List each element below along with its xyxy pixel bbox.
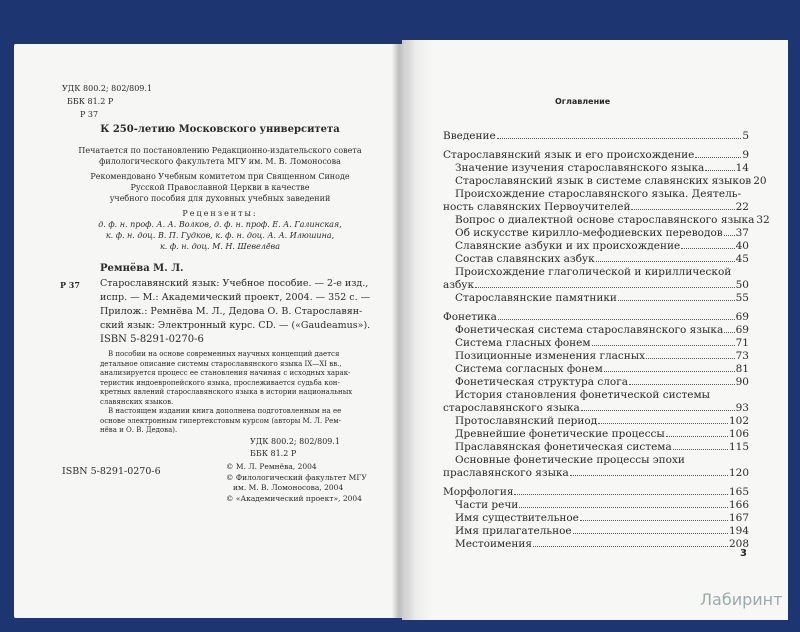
- author-code-margin: Р 37: [60, 280, 80, 290]
- toc-entry: Праславянская фонетическая система 115: [455, 441, 749, 453]
- recommended-note: Рекомендовано Учебным комитетом при Священном Синоде Русской Православной Церкви в качестве учебного пособия для духовных учебных заведений: [90, 172, 350, 203]
- page-number: 3: [740, 548, 747, 559]
- toc-page: 166: [728, 499, 749, 511]
- toc-page: 71: [735, 337, 749, 349]
- toc-page: 115: [728, 441, 749, 453]
- toc-page: 22: [735, 201, 749, 213]
- toc-entry: Об искусстве кирилло-мефодиевских переводов 37: [455, 227, 749, 239]
- copyright: © М. Л. Ремнёва, 2004 © Филологический факультет МГУ им. М. В. Ломоносова, 2004 © «Академический проект», 2004: [226, 462, 367, 503]
- toc-entry: Старославянский язык и его происхождение 9: [443, 149, 749, 161]
- toc-entry: Вопрос о диалектной основе старославянского языка 32: [455, 214, 770, 226]
- toc-page: 32: [756, 214, 770, 226]
- toc-entry: Славянские азбуки и их происхождение 40: [455, 240, 749, 252]
- book-gutter: [392, 44, 406, 618]
- toc-entry: История становления фонетической системы старославянского языка 93: [443, 389, 749, 414]
- toc-page: 69: [735, 311, 749, 323]
- toc-page: 20: [753, 175, 767, 187]
- toc-entry: Система гласных фонем 71: [455, 337, 749, 349]
- toc-page: 81: [735, 363, 749, 375]
- toc-entry: Система согласных фонем 81: [455, 363, 749, 375]
- toc-page: 37: [735, 227, 749, 239]
- toc-entry: Имя существительное 167: [455, 512, 749, 524]
- toc-entry: Основные фонетические процессы эпохи праславянского языка 120: [443, 454, 749, 479]
- udk-bbk-bottom: УДК 800.2; 802/809.1 ББК 81.2 Р: [250, 437, 341, 458]
- printed-note: Печатается по постановлению Редакционно-издательского совета филологического факультета МГУ им. М. В. Ломоносова: [78, 146, 362, 166]
- toc-page: 90: [735, 376, 749, 388]
- toc-page: 55: [735, 292, 749, 304]
- author-code: Р 37: [80, 110, 99, 119]
- toc-page: 40: [735, 240, 749, 252]
- toc-page: 102: [728, 415, 749, 427]
- isbn: ISBN 5-8291-0270-6: [100, 334, 204, 345]
- table-of-contents: [443, 130, 770, 551]
- bbk-code: ББК 81.2 Р: [67, 97, 114, 106]
- toc-entry: Старославянские памятники 55: [455, 292, 749, 304]
- toc-entry: Фонетическая система старославянского языка 69: [455, 324, 749, 336]
- toc-page: 5: [742, 130, 749, 142]
- toc-page: 69: [735, 324, 749, 336]
- toc-entry: Части речи 166: [455, 499, 749, 511]
- toc-page: 45: [735, 253, 749, 265]
- toc-page: 165: [728, 486, 749, 498]
- toc-entry: Происхождение старославянского языка. Деятель- ность славянских Первоучителей 22: [443, 188, 749, 213]
- toc-entry: Древнейшие фонетические процессы 106: [455, 428, 749, 440]
- toc-entry: Фонетическая структура слога 90: [455, 376, 749, 388]
- labirint-watermark-logo: Лабиринт: [700, 590, 783, 609]
- dedication: К 250-летию Московского университета: [100, 124, 340, 135]
- toc-entry: Происхождение глаголической и кириллической азбук 50: [443, 266, 749, 291]
- udk-code: УДК 800.2; 802/809.1: [62, 84, 153, 93]
- author-name: Ремнёва М. Л.: [100, 263, 184, 274]
- toc-page: 208: [728, 538, 749, 550]
- toc-page: 14: [735, 162, 749, 174]
- toc-page: 9: [742, 149, 749, 161]
- toc-entry: Фонетика 69: [443, 311, 749, 323]
- toc-entry: Введение 5: [443, 130, 749, 142]
- toc-page: 73: [735, 350, 749, 362]
- toc-page: 167: [728, 512, 749, 524]
- toc-title: Оглавление: [555, 97, 611, 106]
- toc-entry: Старославянский язык в системе славянских языков 20: [455, 175, 767, 187]
- toc-page: 120: [728, 467, 749, 479]
- toc-page: 50: [735, 279, 749, 291]
- toc-entry: Состав славянских азбук 45: [455, 253, 749, 265]
- toc-page: 106: [728, 428, 749, 440]
- toc-entry: Морфология 165: [443, 486, 749, 498]
- abstract: В пособии на основе современных научных концепций дается детальное описание системы старославянского языка IX—XI вв., анализируется процесс ее становления начиная с исходных харак- теристик индоевропейского языка, прослеживается судьба кон- кретных явлений старославянского языка в истории национальных славянских языков. В настоящем издании книга дополнена подготовленным на ее основе электронным гипертекстовым курсом (авторы М. Л. Рем- нёва и О. В. Дедова).: [100, 350, 353, 434]
- toc-entry: Местоимения 208: [455, 538, 749, 550]
- reviewers: Рецензенты: д. ф. н. проф. А. А. Волков, д. ф. н. проф. Е. А. Галинская, к. ф. н. доц. В. П. Гудков, к. ф. н. доц. А. А. Илюшина, к. ф. н. доц. М. Н. Шевелёва: [98, 209, 342, 251]
- toc-entry: Имя прилагательное 194: [455, 525, 749, 537]
- toc-entry: Протославянский период 102: [455, 415, 749, 427]
- toc-page: 194: [728, 525, 749, 537]
- isbn-bottom: ISBN 5-8291-0270-6: [62, 466, 161, 477]
- toc-page: 93: [735, 402, 749, 414]
- toc-entry: Позиционные изменения гласных 73: [455, 350, 749, 362]
- bibliographic-record: Старославянский язык: Учебное пособие. — 2-е изд., испр. — М.: Академический проект, 2004. — 352 с. — Прилож.: Ремнёва М. Л., Дедова О. В. Старославян- ский язык: Электронный курс. CD. — («Gaudeamus»).: [100, 278, 371, 331]
- toc-entry: Значение изучения старославянского языка 14: [455, 162, 749, 174]
